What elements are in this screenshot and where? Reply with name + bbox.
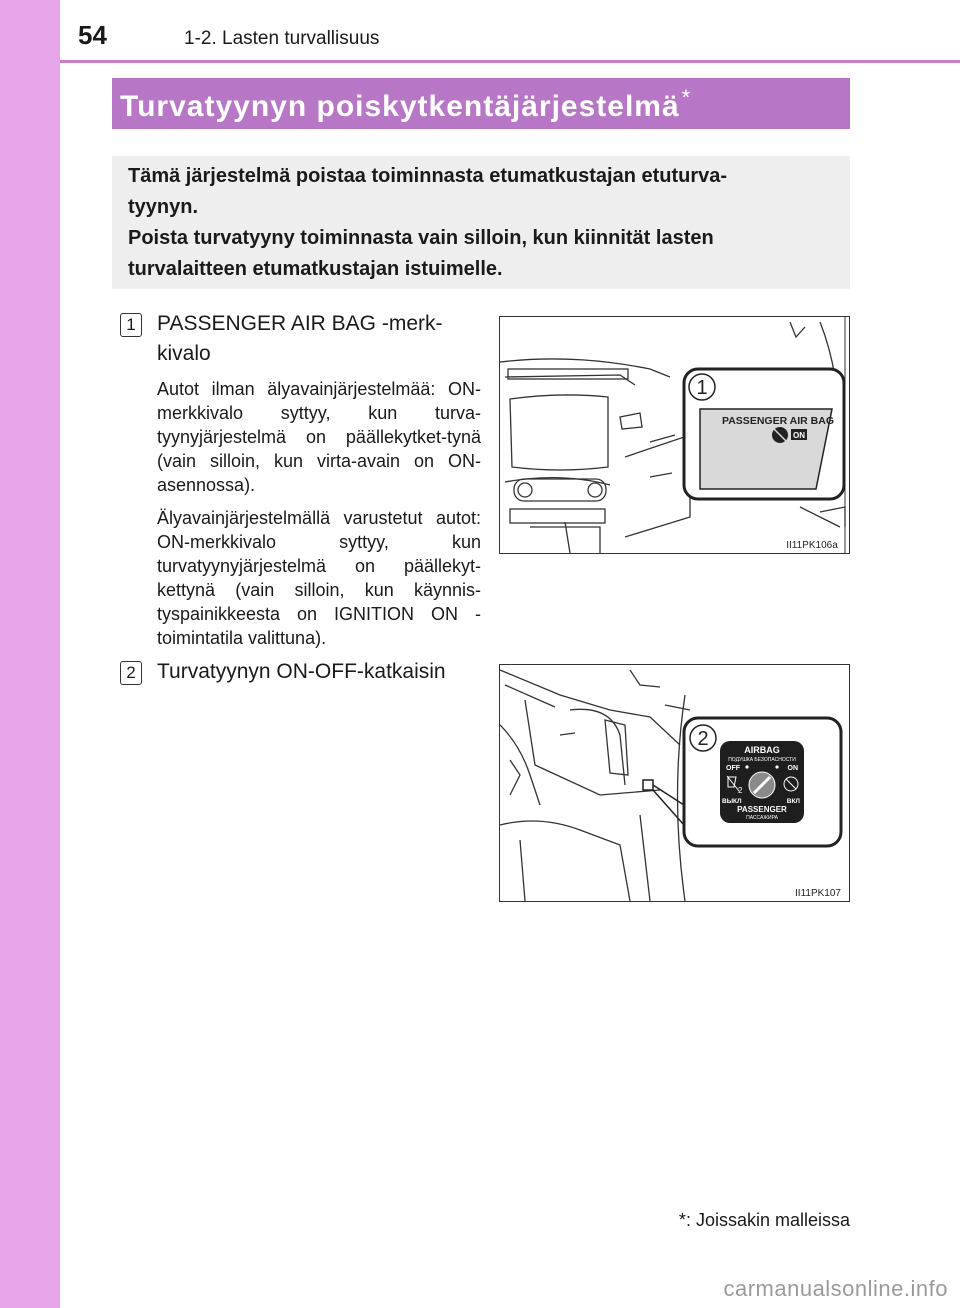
watermark: carmanualsonline.info: [723, 1276, 948, 1301]
fig2-off-label: OFF: [726, 765, 740, 772]
page-title: [120, 85, 691, 124]
footnote-mark: *: [678, 1210, 686, 1230]
fig2-switch-title: AIRBAG: [744, 745, 780, 755]
page-title-text: Turvatyynyn poiskytkentäjärjestelmä: [120, 90, 680, 123]
figure-passenger-airbag-indicator: [499, 316, 850, 554]
intro-line-1: Tämä järjestelmä poistaa toiminnasta etumatkustajan etuturva-: [128, 165, 728, 187]
fig2-on-label: ON: [787, 765, 798, 772]
item-2-title: Turvatyynyn ON-OFF-katkaisin: [157, 660, 446, 683]
footnote-text: : Joissakin malleissa: [685, 1210, 850, 1230]
fig1-on-indicator: ON: [793, 431, 805, 440]
fig2-switch-subtitle: ПОДУШКА БЕЗОПАСНОСТИ: [728, 757, 796, 763]
intro-line-2: tyynyn.: [128, 196, 199, 218]
fig2-code: II11PK107: [795, 888, 841, 899]
title-asterisk: *: [681, 85, 692, 110]
figure-airbag-on-off-switch: [499, 664, 850, 902]
side-tab: [0, 0, 60, 1308]
item-1-title-line1: PASSENGER AIR BAG -merk-: [157, 312, 443, 335]
section-header: 1-2. Lasten turvallisuus: [184, 28, 380, 49]
header-divider: [60, 60, 960, 63]
item-number-1: 1: [120, 313, 142, 337]
fig1-panel-label: PASSENGER AIR BAG: [722, 415, 835, 427]
item-1-paragraph-1: Autot ilman älyavainjärjestelmää: ON-merkkivalo syttyy, kun turva-tyynyjärjestelmä on päällekytket-tynä (vain silloin, kun virta-avain on ON-asennossa).: [157, 379, 481, 495]
footnote: [679, 1210, 850, 1231]
intro-box: [112, 156, 850, 289]
intro-line-4: turvalaitteen etumatkustajan istuimelle.: [128, 258, 503, 280]
item-number-2: 2: [120, 661, 142, 685]
dashboard-illustration-1: [500, 317, 849, 553]
fig2-callout-number: 2: [697, 728, 709, 750]
fig2-passenger: PASSENGER: [737, 805, 787, 814]
dashboard-illustration-2: [500, 665, 849, 901]
title-banner: [112, 78, 850, 129]
fig2-on-ru: ВКЛ: [786, 798, 800, 805]
intro-line-3: Poista turvatyyny toiminnasta vain silloin, kun kiinnität lasten: [128, 227, 714, 249]
page-number: 54: [78, 20, 107, 50]
fig1-code: II11PK106a: [786, 540, 838, 551]
airbag-off-symbol-icon: [772, 427, 788, 443]
fig2-passenger-ru: ПАССАЖИРА: [746, 815, 778, 821]
item-1-title-line2: kivalo: [157, 342, 211, 365]
fig1-callout-number: 1: [696, 377, 708, 399]
item-1-paragraph-2: Älyavainjärjestelmällä varustetut autot: ON-merkkivalo syttyy, kun turvatyynyjärjestelmä on päällekyt-kettynä (vain silloin, kun käynnis-tyspainikkeesta on IGNITION ON -toimintatila valittuna).: [157, 508, 481, 648]
svg-text:2: 2: [738, 786, 743, 795]
fig2-off-ru: ВЫКЛ: [722, 798, 742, 805]
